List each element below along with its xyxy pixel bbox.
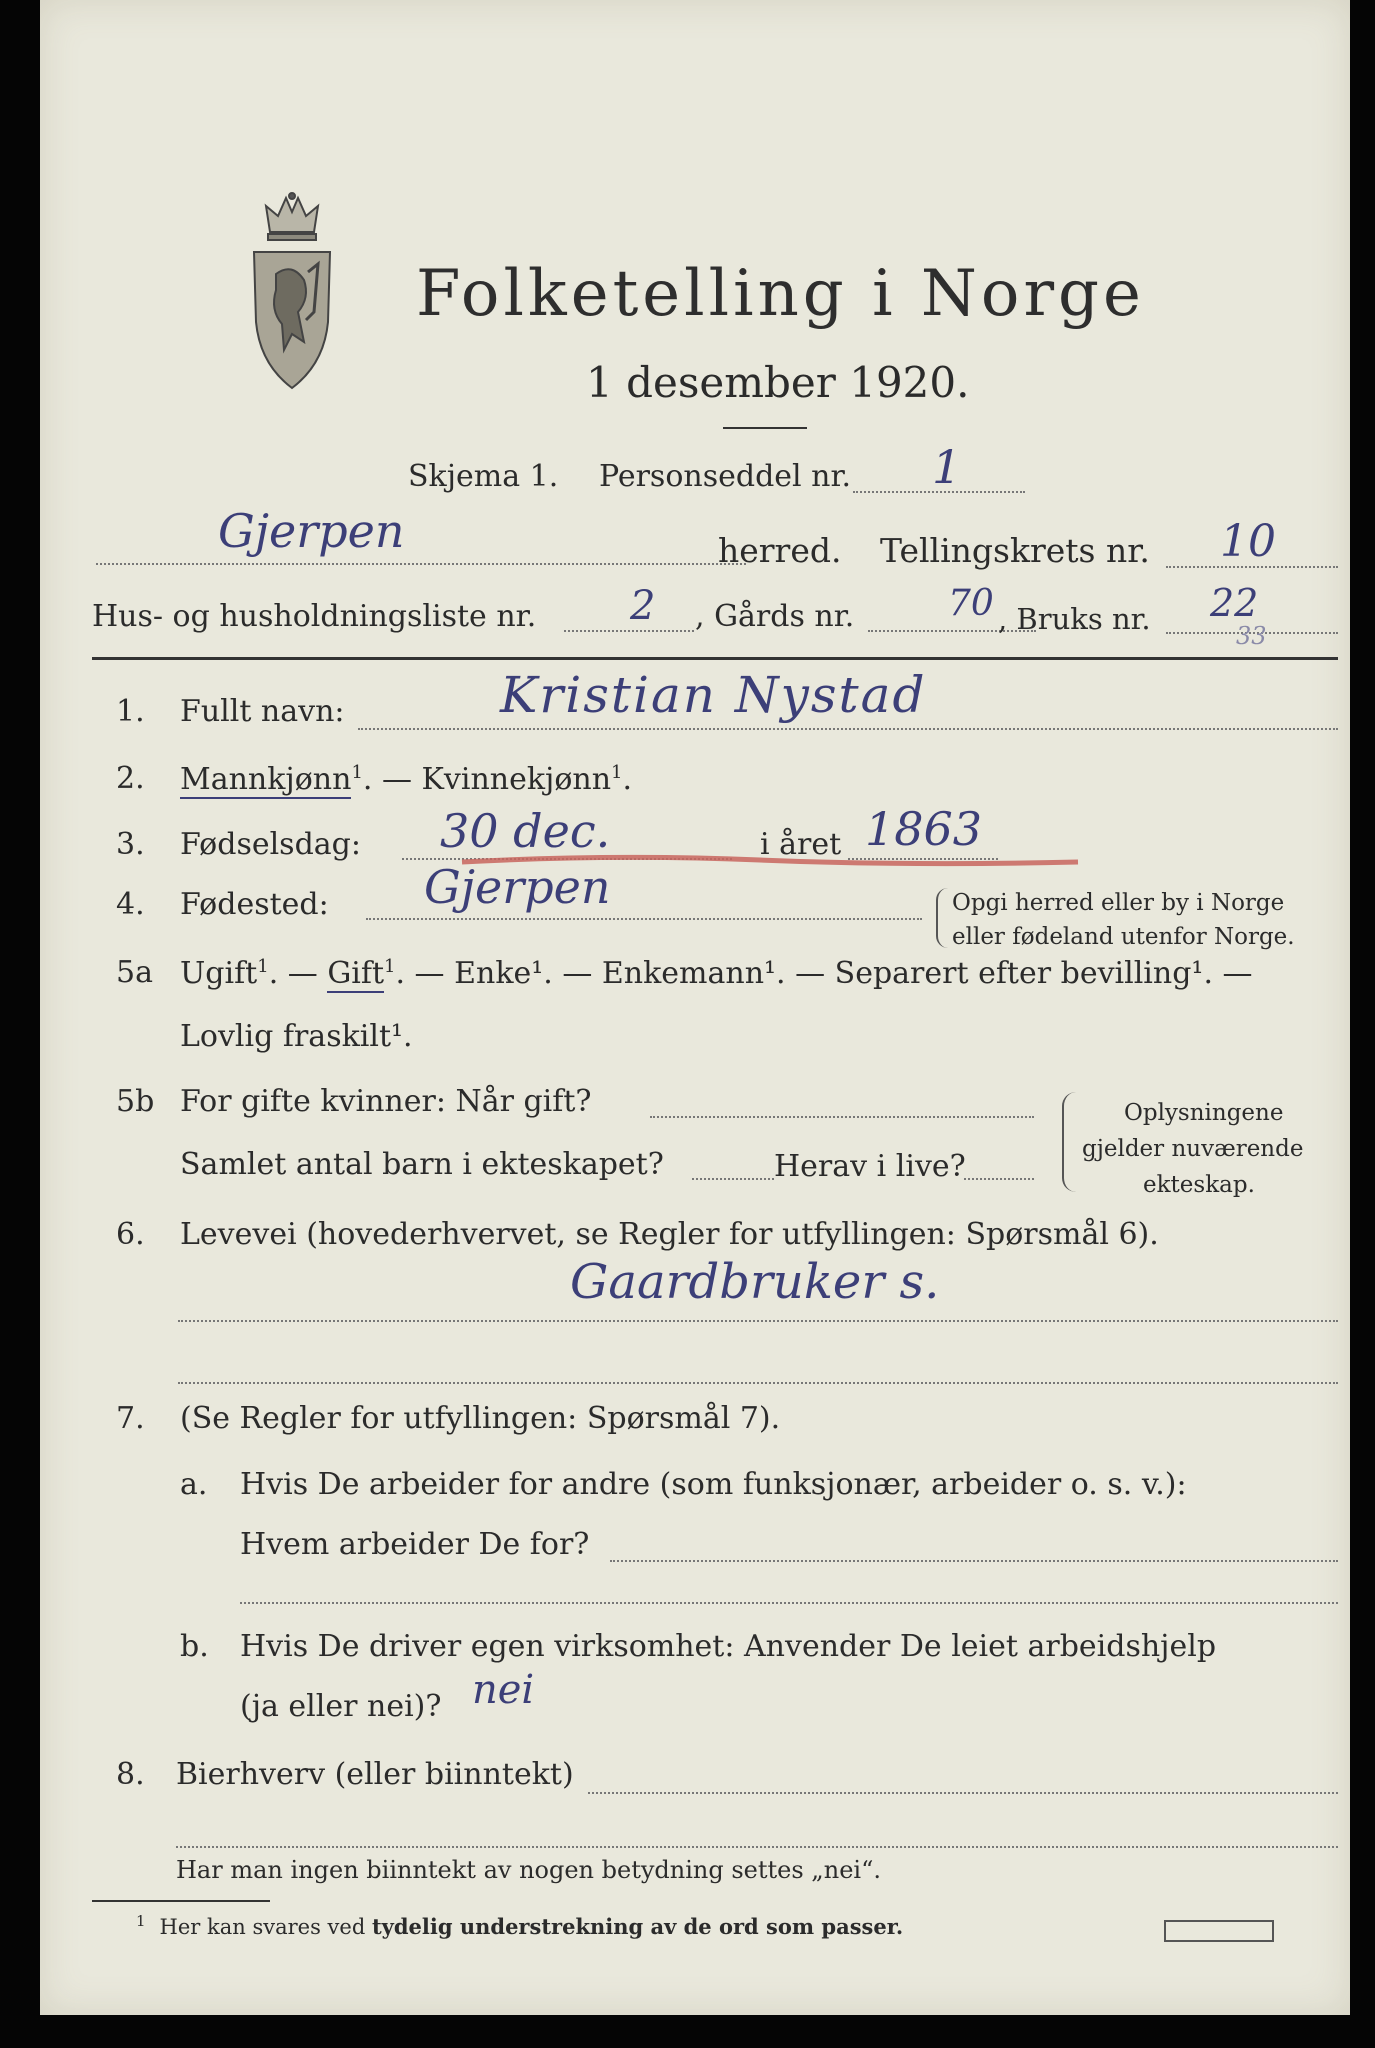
census-date: 1 desember 1920. <box>586 358 970 407</box>
header-divider <box>92 657 1338 660</box>
q7b-label: Hvis De driver egen virksomhet: Anvender De leiet arbeidshjelp <box>240 1629 1217 1664</box>
q8-number: 8. <box>116 1757 145 1792</box>
husliste-label: Hus- og husholdningsliste nr. <box>92 599 537 634</box>
q5b-children-line <box>692 1178 774 1180</box>
footnote-marker: 1 <box>611 762 623 783</box>
q4-label: Fødested: <box>180 887 329 922</box>
bruks-nr-value: 22 <box>1210 581 1259 625</box>
q5b-number: 5b <box>116 1084 155 1119</box>
fodselsdag-value: 30 dec. <box>440 804 611 858</box>
q7-label: (Se Regler for utfyllingen: Spørsmål 7). <box>180 1401 781 1436</box>
q5b-note-line2: gjelder nuværende <box>1082 1136 1304 1162</box>
footnote-marker: 1 <box>384 956 396 977</box>
q5a-dash: . — <box>268 956 328 991</box>
census-form-page <box>40 0 1350 2015</box>
q2-number: 2. <box>116 761 145 796</box>
egen-virksomhet-value: nei <box>472 1667 535 1713</box>
q7a-number: a. <box>180 1467 208 1502</box>
q4-field-line <box>366 918 922 920</box>
q6-line2 <box>178 1382 1338 1384</box>
q5b-label: For gifte kvinner: Når gift? <box>180 1084 592 1119</box>
fullt-navn-value: Kristian Nystad <box>500 666 927 724</box>
title-divider <box>723 427 807 429</box>
husliste-nr-value: 2 <box>630 583 656 629</box>
q7-number: 7. <box>116 1401 145 1436</box>
ugift-option: Ugift <box>180 956 258 991</box>
q4-note-line2: eller fødeland utenfor Norge. <box>952 924 1295 950</box>
q8-field-line2 <box>176 1846 1338 1848</box>
printer-stamp <box>1164 1920 1274 1942</box>
q7b-line2: (ja eller nei)? <box>240 1689 442 1724</box>
bruks-label: , Bruks nr. <box>998 602 1151 636</box>
q5b-alive-line <box>964 1178 1034 1180</box>
q1-field-line <box>358 728 1338 730</box>
q3-year-label: i året <box>760 827 842 862</box>
footnote-bold-text: tydelig understrekning av de ord som passer. <box>371 1914 904 1939</box>
q8-note: Har man ingen biinntekt av nogen betydning settes „nei“. <box>176 1856 881 1884</box>
fodested-value: Gjerpen <box>424 860 611 914</box>
q5b-alive-label: Herav i live? <box>774 1149 966 1184</box>
gards-label: , Gårds nr. <box>695 599 855 634</box>
tellingskrets-label: Tellingskrets nr. <box>880 531 1150 570</box>
q7b-number: b. <box>180 1629 209 1664</box>
personseddel-label: Personseddel nr. <box>599 459 852 494</box>
q7a-field-line1 <box>610 1560 1338 1562</box>
gift-option: Gift <box>327 956 385 991</box>
footnote-marker: 1 <box>351 762 363 783</box>
q5a-other-options: . — Enke¹. — Enkemann¹. — Separert efter bevilling¹. — <box>395 956 1253 991</box>
q6-line1 <box>178 1320 1338 1322</box>
q5a-options <box>180 958 1253 989</box>
herred-field-line <box>96 563 746 565</box>
personseddel-nr-value: 1 <box>932 440 962 494</box>
footnote-marker: 1 <box>257 956 269 977</box>
q4-note-brace <box>936 888 948 948</box>
q5b-children-label: Samlet antal barn i ekteskapet? <box>180 1147 664 1182</box>
q4-note-line1: Opgi herred eller by i Norge <box>952 890 1285 916</box>
page-title: Folketelling i Norge <box>416 257 1145 331</box>
bruks-nr-alt-value: 33 <box>1236 622 1267 650</box>
q5b-note-line3: ekteskap. <box>1143 1172 1255 1198</box>
kvinnekjonn-option: . — Kvinnekjønn <box>362 762 612 797</box>
q2-mannkjonn <box>180 764 632 795</box>
q5b-note-line1: Oplysningene <box>1124 1100 1284 1126</box>
q5b-when-line <box>650 1116 1034 1118</box>
q8-field-line1 <box>588 1792 1338 1794</box>
gards-nr-value: 70 <box>948 583 994 624</box>
q7a-label: Hvis De arbeider for andre (som funksjonær, arbeider o. s. v.): <box>240 1467 1187 1502</box>
schema-label: Skjema 1. <box>408 459 559 494</box>
q1-number: 1. <box>116 694 145 729</box>
fodselsar-value: 1863 <box>865 802 983 856</box>
footnote-number: 1 <box>136 1912 146 1930</box>
q5b-note-brace <box>1062 1092 1076 1192</box>
q7a-field-line2 <box>240 1602 1338 1604</box>
q8-label: Bierhverv (eller biinntekt) <box>176 1757 574 1792</box>
q3-number: 3. <box>116 827 145 862</box>
q5a-line2: Lovlig fraskilt¹. <box>180 1019 413 1054</box>
q5a-number: 5a <box>116 955 153 990</box>
q6-number: 6. <box>116 1217 145 1252</box>
herred-label: herred. <box>718 531 842 570</box>
footnote-text: Her kan svares ved <box>159 1915 366 1939</box>
q4-number: 4. <box>116 887 145 922</box>
q7a-line2: Hvem arbeider De for? <box>240 1527 590 1562</box>
q2-end: . <box>622 762 633 797</box>
husliste-field-line <box>564 630 694 632</box>
footnote <box>136 1914 903 1938</box>
q6-label: Levevei (hovederhvervet, se Regler for utfyllingen: Spørsmål 6). <box>180 1217 1159 1252</box>
norway-coat-of-arms-icon <box>248 192 336 390</box>
footnote-divider <box>92 1900 270 1902</box>
q1-label: Fullt navn: <box>180 694 345 729</box>
levevei-value: Gaardbruker s. <box>570 1254 940 1310</box>
mannkjonn-option: Mannkjønn <box>180 762 352 797</box>
herred-value: Gjerpen <box>218 504 405 558</box>
tellingskrets-nr-value: 10 <box>1220 516 1276 567</box>
q3-label: Fødselsdag: <box>180 827 361 862</box>
